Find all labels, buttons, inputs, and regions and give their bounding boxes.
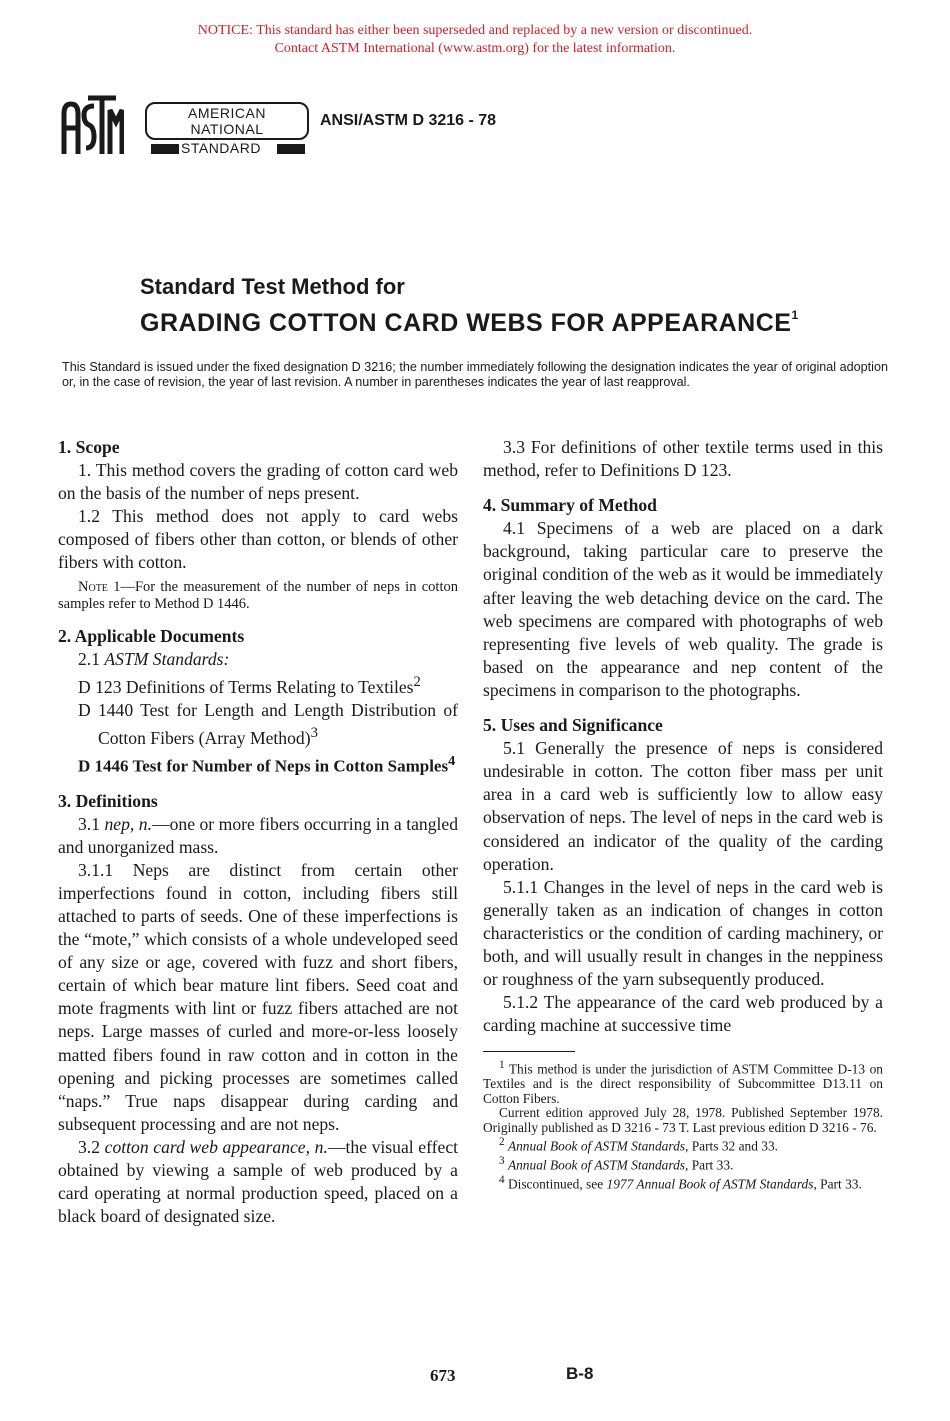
right-column <box>483 436 883 1192</box>
paragraph: 5.1.1 Changes in the level of neps in the card web is generally taken as an indication of changes in cotton characteristics or the condition of carding machinery, or both, and will usually result in changes in the neppiness or roughness of the yarn subsequently produced. <box>483 876 883 990</box>
paragraph-label: ASTM Standards: <box>104 648 230 669</box>
footnote <box>483 1173 883 1192</box>
footnote-mark: 2 <box>499 1136 505 1149</box>
footnote-text: Annual Book of ASTM Standards, <box>507 1138 689 1154</box>
paragraph: 5.1.2 The appearance of the card web produced by a carding machine at successive time <box>483 992 883 1036</box>
notice-line-1: NOTICE: This standard has either been superseded and replaced by a new version or discontinued. <box>197 23 753 38</box>
section-heading: 4. Summary of Method <box>483 495 657 516</box>
astm-logo-icon <box>58 92 124 162</box>
paragraph-number: 3.1 <box>78 813 100 834</box>
title-footnote-mark: 1 <box>791 308 799 322</box>
standard-designation: ANSI/ASTM D 3216 - 78 <box>320 112 497 129</box>
footnote-mark: 4 <box>448 752 456 769</box>
footnote-text: 1977 Annual Book of ASTM Standards, <box>606 1176 817 1192</box>
footnote-mark: 1 <box>499 1059 505 1072</box>
definition-text: —one or more fibers occurring in a tangled and unorganized mass. <box>58 813 458 857</box>
section-heading: 2. Applicable Documents <box>58 625 245 646</box>
footnote-mark: 3 <box>499 1155 505 1168</box>
footnote-text: Part 33. <box>820 1176 862 1192</box>
badge-bar-left <box>151 144 179 154</box>
paragraph: 1. This method covers the grading of cotton card web on the basis of the number of neps present. <box>58 460 458 504</box>
section-heading: 3. Definitions <box>58 790 158 811</box>
footnote-mark: 2 <box>413 673 421 690</box>
reference-item <box>58 671 458 699</box>
document-title <box>140 308 799 338</box>
footnote-text: Discontinued, see <box>507 1176 604 1192</box>
paragraph: 4.1 Specimens of a web are placed on a dark background, taking particular care to preserve the original condition of the web as it would be immediately after leaving the web detaching device on the card. The web specimens are compared with photographs of web representing five levels of web quality. The grade is based on the appearance and nep content of the specimens in comparison to the photographs. <box>483 518 883 700</box>
footnote-separator <box>483 1051 575 1052</box>
footnote-text: This method is under the jurisdiction of ASTM Committee D-13 on Textiles and is the direct responsibility of Subcommittee D13.11 on Cotton Fibers. <box>483 1061 883 1106</box>
section-heading: 5. Uses and Significance <box>483 715 663 736</box>
footnote <box>483 1135 883 1154</box>
paragraph: 3.3 For definitions of other textile terms used in this method, refer to Definitions D 123. <box>483 437 883 481</box>
footnote-text: Parts 32 and 33. <box>691 1138 778 1154</box>
footnote-text: Part 33. <box>691 1157 734 1173</box>
reference-item <box>58 699 458 750</box>
ansi-badge-standard: STANDARD <box>181 140 261 156</box>
footnote-mark: 3 <box>310 724 318 741</box>
defined-term: nep, n. <box>104 813 152 834</box>
paragraph: 1.2 This method does not apply to card webs composed of fibers other than cotton, or blends of other fibers with cotton. <box>58 506 458 573</box>
footnote-mark: 4 <box>499 1174 505 1187</box>
ansi-badge-top: AMERICAN NATIONAL <box>145 102 309 140</box>
footnote <box>483 1058 883 1106</box>
paragraph <box>58 1136 458 1228</box>
left-column <box>58 436 458 1228</box>
title-line-2: GRADING COTTON CARD WEBS FOR APPEARANCE <box>140 309 792 337</box>
ansi-badge <box>145 102 309 156</box>
footnote: Current edition approved July 28, 1978. Published September 1978. Originally published as D 3216 - 73 T. Last previous edition D 3216 - 76. <box>483 1105 883 1135</box>
reference-text: D 123 Definitions of Terms Relating to Textiles <box>78 676 414 697</box>
paragraph <box>58 813 458 859</box>
page-code: B-8 <box>566 1364 594 1383</box>
reference-text: D 1440 Test for Length and Length Distribution of Cotton Fibers (Array Method) <box>78 699 458 748</box>
note-label: Note 1 <box>78 578 121 595</box>
notice-line-2: Contact ASTM International (www.astm.org) for the latest information. <box>274 41 676 56</box>
badge-bar-right <box>277 144 305 154</box>
paragraph <box>58 648 458 671</box>
note-text: —For the measurement of the number of neps in cotton samples refer to Method D 1446. <box>58 578 458 612</box>
paragraph: 5.1 Generally the presence of neps is considered undesirable in cotton. The cotton fiber mass per unit area in a card web is sufficiently low to allow easy observation of neps. The level of neps in the card web is considered an indicator of the quality of the carding operation. <box>483 738 883 874</box>
reference-item <box>58 750 458 778</box>
paragraph: 3.1.1 Neps are distinct from certain other imperfections found in cotton, including fibers still attached to parts of seeds. One of these imperfections is the “mote,” which consists of a whole undeveloped seed of any size or age, covered with fuzz and short fibers, certain of which bear mature lint fibers. Seed coat and mote fragments with lint or fuzz fibers attached are not neps. Large masses of curled and more-or-less loosely matted fibers found in raw cotton and in cotton in the opening and picking processes are sometimes called “naps.” True naps disappear during carding and subsequent processing and are not neps. <box>58 859 458 1134</box>
definition-text: —the visual effect obtained by viewing a sample of web produced by a card operating at normal production speed, placed on a black board of designated size. <box>58 1136 459 1227</box>
issued-note: This Standard is issued under the fixed designation D 3216; the number immediately following the designation indicates the year of original adoption or, in the case of revision, the year of last revision. A number in parentheses indicates the year of last reapproval. <box>62 360 888 389</box>
page-number: 673 <box>430 1366 456 1385</box>
supersession-notice <box>0 22 950 58</box>
footnote <box>483 1154 883 1173</box>
paragraph-number: 2.1 <box>78 648 100 669</box>
reference-text: D 1446 Test for Number of Neps in Cotton Samples <box>78 756 449 776</box>
title-line-1: Standard Test Method for <box>140 274 405 299</box>
footnote-text: Annual Book of ASTM Standards, <box>507 1157 689 1173</box>
paragraph-number: 3.2 <box>78 1136 100 1157</box>
defined-term: cotton card web appearance, n. <box>104 1136 328 1157</box>
note <box>58 579 458 613</box>
section-heading: 1. Scope <box>58 437 120 457</box>
ansi-badge-bottom <box>145 142 309 156</box>
